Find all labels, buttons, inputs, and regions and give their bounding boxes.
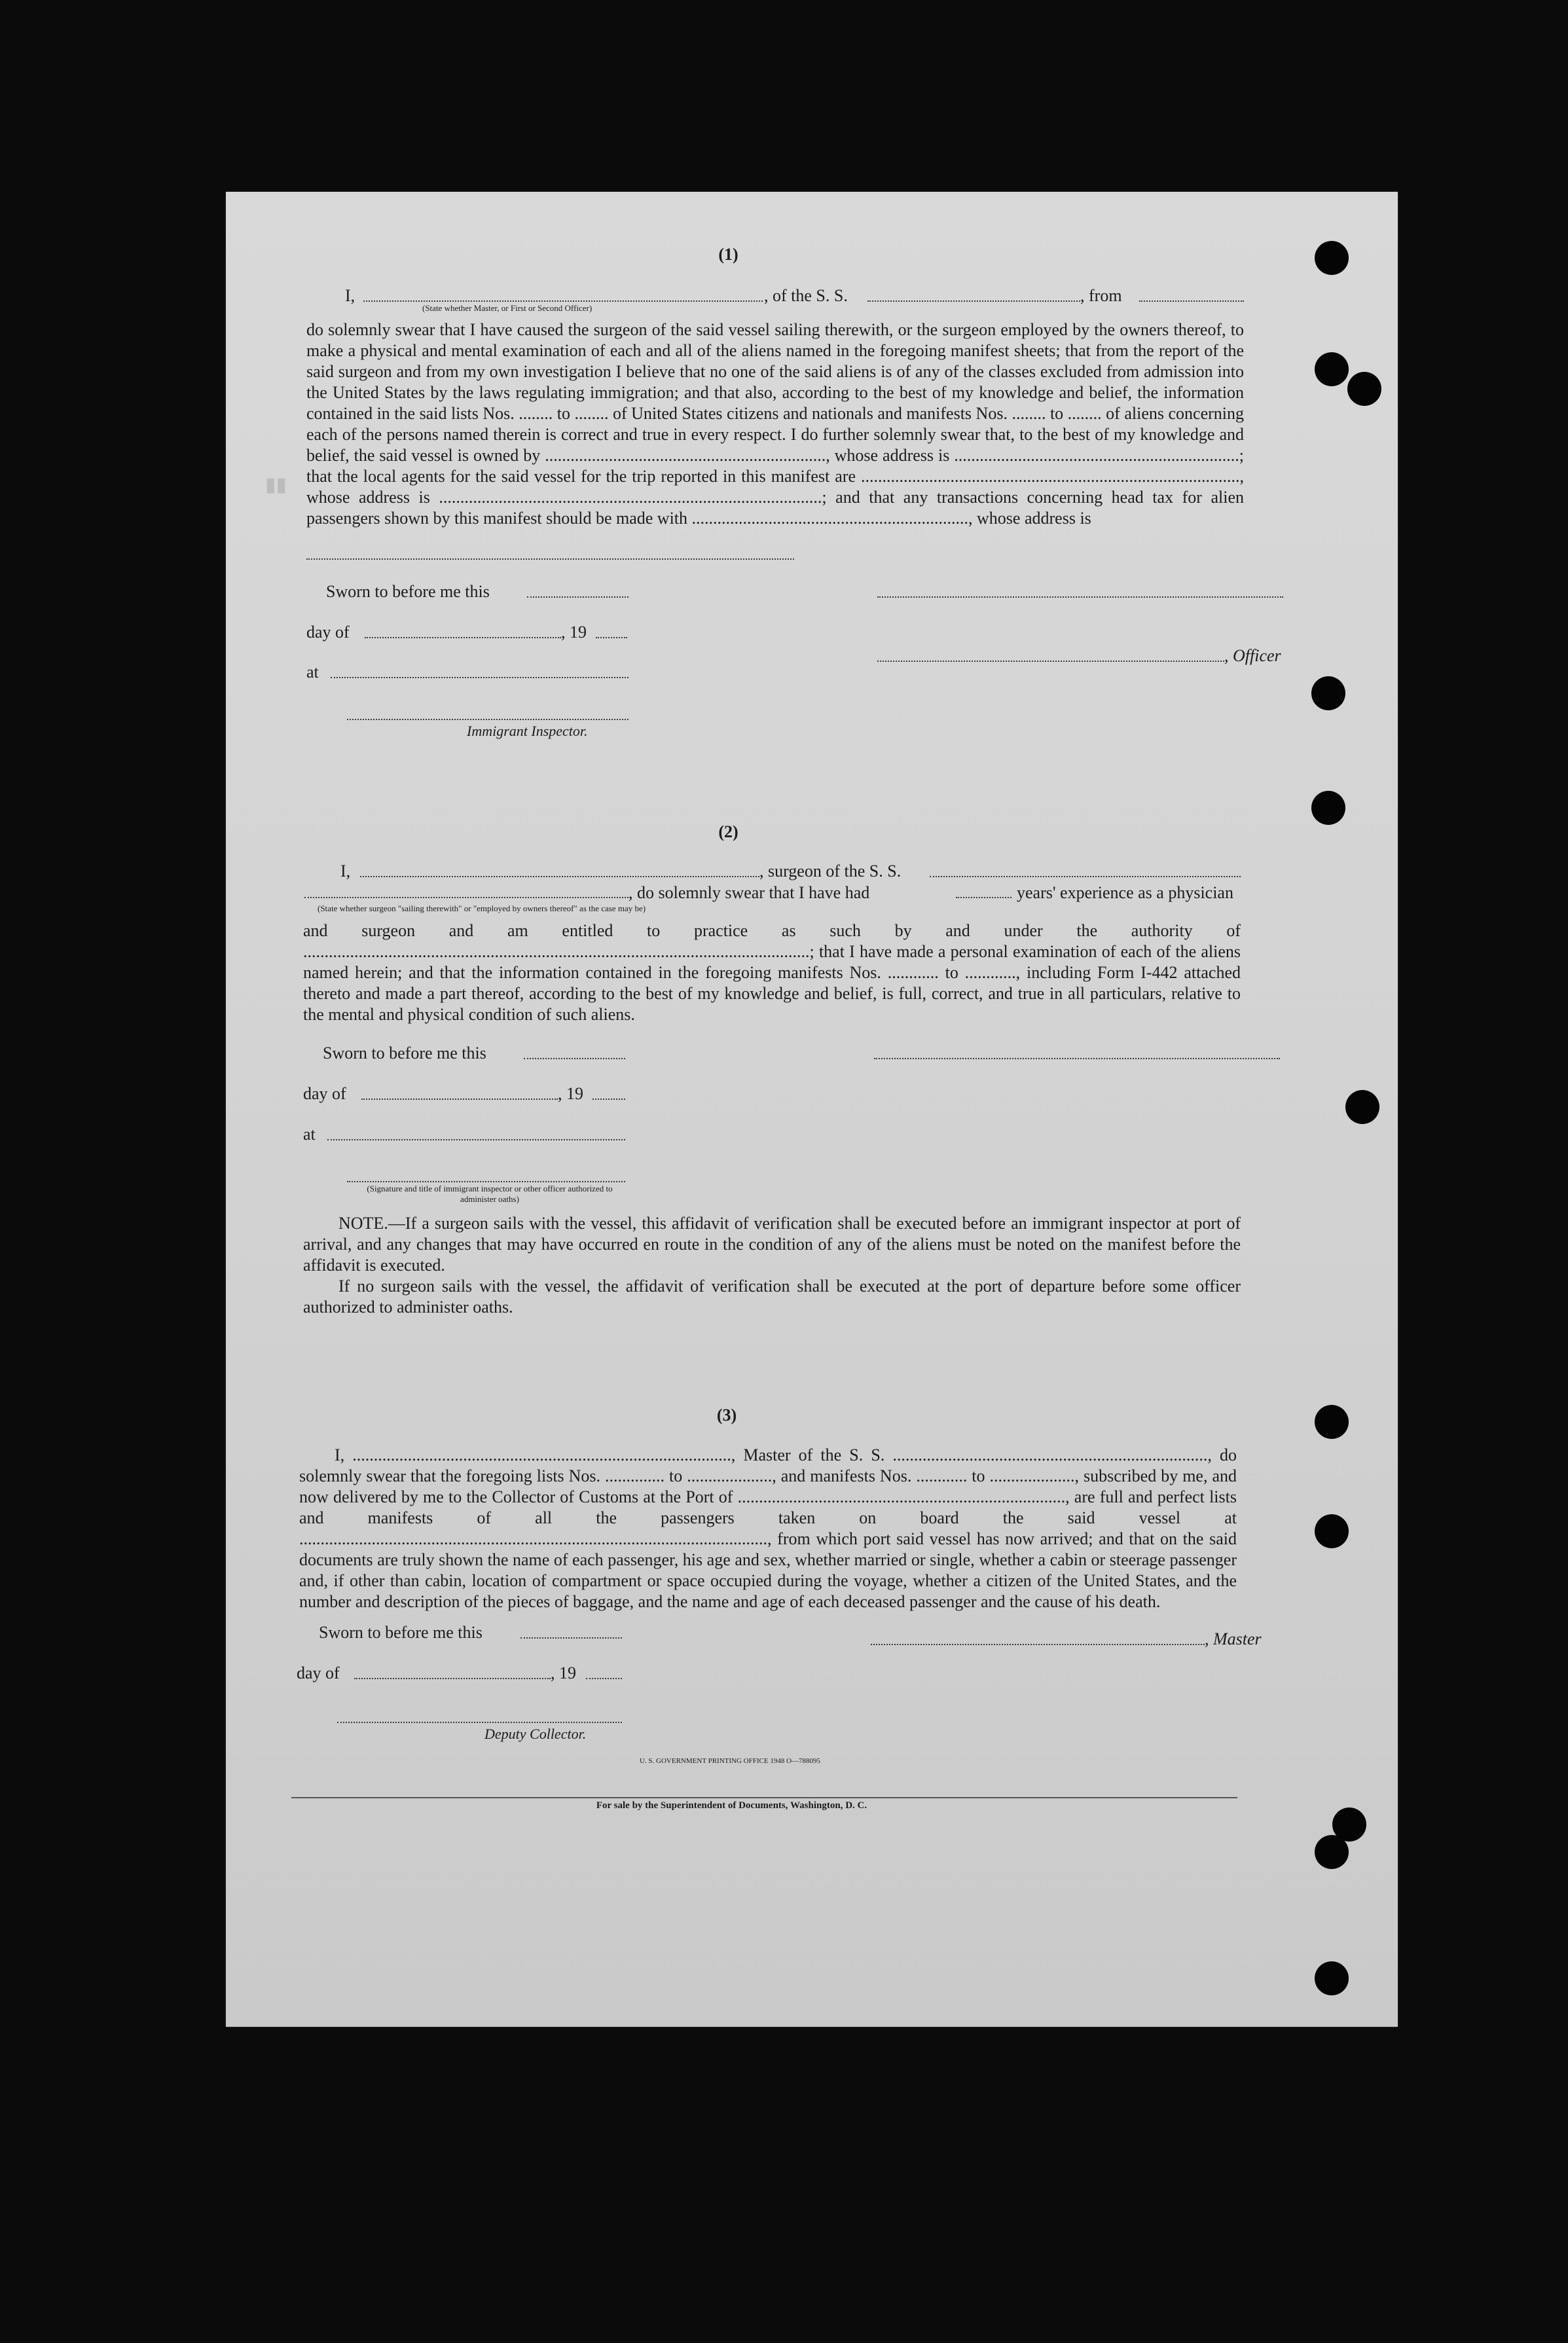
sale-notice: For sale by the Superintendent of Documents, Washington, D. C. (596, 1800, 867, 1811)
section-2-year-field[interactable] (593, 1099, 625, 1100)
head-tax-address-field[interactable] (306, 558, 794, 560)
section-2-year-label: , 19 (558, 1084, 583, 1103)
surgeon-note: (State whether surgeon "sailing therewith" or "employed by owners thereof" as the case may be) (318, 903, 646, 913)
surgeon-status-field[interactable] (304, 897, 629, 898)
punch-hole (1315, 1835, 1349, 1869)
section-1-at-label: at (306, 663, 319, 681)
punch-hole (1315, 1405, 1349, 1439)
section-2-inspector-signature-field[interactable] (347, 1181, 625, 1182)
section-2-sworn-date-field[interactable] (524, 1058, 625, 1059)
officer-note: (State whether Master, or First or Second Officer) (422, 303, 593, 313)
section-2-i-label: I, (340, 862, 351, 881)
section-2-vessel-field[interactable] (930, 876, 1241, 877)
deputy-collector-signature-field[interactable] (337, 1722, 622, 1723)
master-signature-field[interactable] (871, 1644, 1205, 1645)
section-3-year-field[interactable] (586, 1678, 622, 1679)
punch-hole (1315, 1961, 1349, 1995)
section-3-number: (3) (716, 1406, 737, 1425)
section-2-surgeon-label: , surgeon of the S. S. (759, 862, 902, 881)
note-paragraph-2: If no surgeon sails with the vessel, the affidavit of verification shall be executed at the port of departure before some officer authorized to administer oaths. (303, 1277, 1241, 1317)
section-1-ss-label: , of the S. S. (764, 286, 848, 305)
section-3-month-field[interactable] (354, 1678, 551, 1679)
section-2-day-of-label: day of (303, 1084, 346, 1103)
master-label: , Master (1205, 1629, 1262, 1648)
section-1-i-label: I, (345, 286, 356, 305)
surgeon-name-field[interactable] (360, 876, 759, 877)
section-1-place-field[interactable] (331, 677, 629, 678)
officer-name-field[interactable] (363, 300, 763, 302)
section-2-at-label: at (303, 1125, 316, 1144)
section-1-year-field[interactable] (596, 637, 627, 638)
punch-hole (1311, 791, 1345, 825)
section-2-years-label: years' experience as a physician (1017, 883, 1233, 902)
section-1-sworn-date-field[interactable] (527, 596, 629, 598)
section-2-swear-label: , do solemnly swear that I have had (629, 883, 870, 902)
officer-signature-field[interactable] (877, 596, 1283, 598)
section-3-sworn-date-field[interactable] (520, 1637, 622, 1639)
section-1-oath-paragraph: do solemnly swear that I have caused the surgeon of the said vessel sailing therewith, or the surgeon employed by the owners thereof, to make a physical and mental examination of each and all of the aliens named in the foregoing manifest sheets; that from the report of the said surgeon and from my own investigation I believe that no one of the said aliens is of any of the classes excluded from admission into the United States by the laws regulating immigration; and that also, according to the best of my knowledge and belief, the information contained in the said lists Nos. ........ to ........ of United States citizens and nationals and manifests Nos. ........ to ........ of aliens concerning each of the persons named therein is correct and true in every respect. I do further solemnly swear that, to the best of my knowledge and belief, the said vessel is owned by .................................................................., whose address is ...................................................................; that the local agents for the said vessel for the trip reported in this manifest are ........................................................................................., whose address is ..........................................................................................; and that any transactions concerning head tax for alien passengers shown by this manifest should be made with ................................................................., whose address is (306, 320, 1244, 528)
departure-port-field[interactable] (1139, 300, 1244, 302)
immigrant-inspector-signature-field[interactable] (347, 719, 629, 720)
surgeon-signature-field[interactable] (874, 1058, 1280, 1059)
section-3-sworn-label: Sworn to before me this (319, 1623, 483, 1642)
years-experience-field[interactable] (956, 897, 1012, 898)
section-2-month-field[interactable] (361, 1099, 558, 1100)
footer-rule (291, 1797, 1237, 1798)
section-2-place-field[interactable] (327, 1139, 625, 1140)
form-page (226, 192, 1398, 2027)
officer-label: , Officer (1224, 646, 1281, 665)
bleed-through-mark: ▮▮ (265, 474, 287, 496)
section-3-year-label: , 19 (551, 1663, 576, 1682)
punch-hole (1345, 1090, 1379, 1124)
section-1-month-field[interactable] (365, 637, 561, 638)
signature-note: (Signature and title of immigrant inspector or other officer authorized to administer oaths) (367, 1184, 613, 1204)
section-1-day-of-label: day of (306, 623, 350, 642)
punch-hole (1347, 372, 1381, 406)
note-paragraph-1: NOTE.—If a surgeon sails with the vessel, this affidavit of verification shall be executed before an immigrant inspector at port of arrival, and any changes that may have occurred en route in the condition of any of the aliens must be noted on the manifest before the affidavit is executed. (303, 1214, 1241, 1275)
punch-hole (1311, 676, 1345, 710)
punch-hole (1315, 1514, 1349, 1548)
section-1-from-label: , from (1080, 286, 1122, 305)
section-2-number: (2) (718, 822, 738, 841)
section-2-sworn-label: Sworn to before me this (323, 1044, 486, 1063)
section-3-oath-paragraph: I, ........................................................................................., Master of the S. S. .........................................................................., do solemnly swear that the foregoing lists Nos. .............. to ...................., and manifests Nos. ............ to ...................., subscribed by me, and now delivered by me to the Collector of Customs at the Port of ............................................................................., are full and perfect lists and manifests of all the passengers taken on board the said vessel at .............................................................................................................., from which port said vessel has now arrived; and that on the said documents are truly shown the name of each passenger, his age and sex, whether married or single, whether a cabin or steerage passenger and, if other than cabin, location of compartment or space occupied during the voyage, whether a citizen of the United States, and the number and description of the pieces of baggage, and the name and age of each deceased passenger and the cause of his death. (299, 1445, 1237, 1611)
section-2-oath-paragraph: and surgeon and am entitled to practice as such by and under the authority of .......................................................................................................................; that I have made a personal examination of each of the aliens named herein; and that the information contained in the foregoing manifests Nos. ............ to ............, including Form I-442 attached thereto and made a part thereof, according to the best of my knowledge and belief, is full, correct, and true in all particulars, relative to the mental and physical condition of such aliens. (303, 921, 1241, 1024)
punch-hole (1315, 241, 1349, 275)
section-1-year-label: , 19 (561, 623, 587, 642)
immigrant-inspector-label: Immigrant Inspector. (467, 723, 588, 739)
officer-title-field[interactable] (877, 661, 1224, 662)
punch-hole (1315, 352, 1349, 386)
deputy-collector-label: Deputy Collector. (484, 1726, 587, 1742)
printing-office-line: U. S. GOVERNMENT PRINTING OFFICE 1948 O—788095 (639, 1757, 821, 1765)
vessel-name-field[interactable] (867, 300, 1080, 302)
section-1-sworn-label: Sworn to before me this (326, 582, 490, 601)
section-1-number: (1) (718, 245, 738, 264)
section-3-day-of-label: day of (297, 1663, 340, 1682)
